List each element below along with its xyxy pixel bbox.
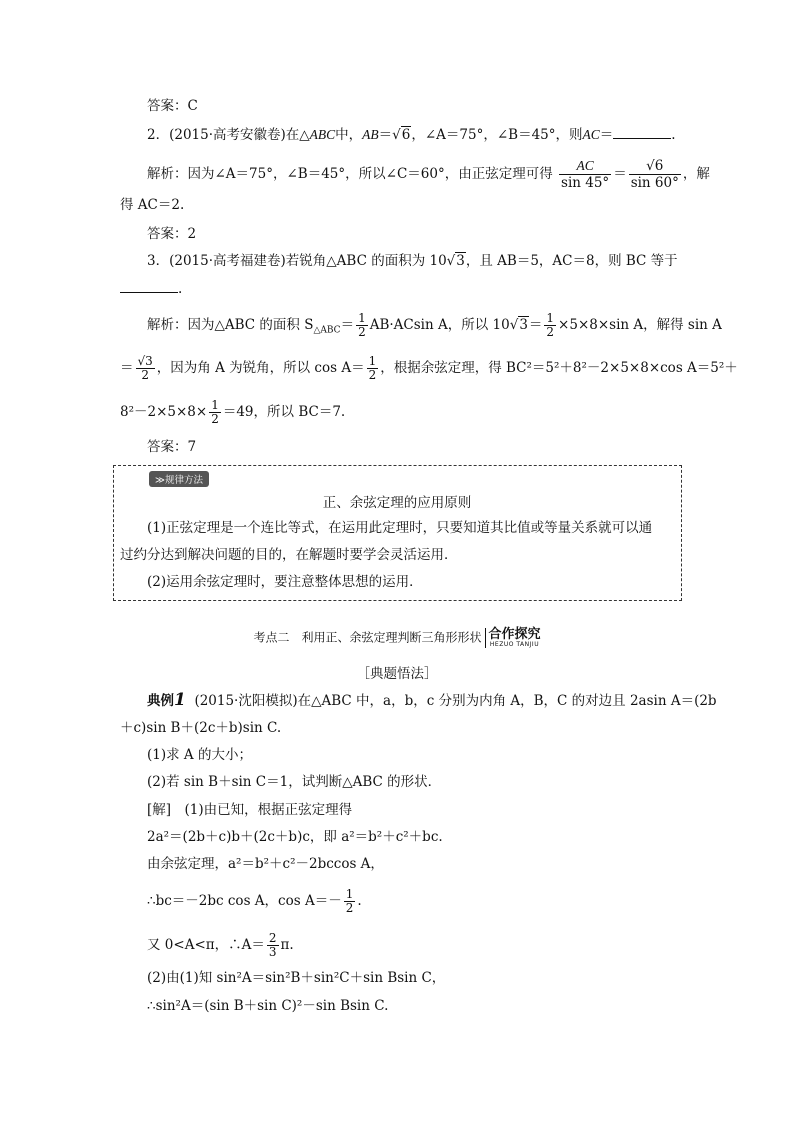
answer-blank [613, 124, 671, 139]
method-p1: (1)正弦定理是一个连比等式，在运用此定理时，只要知道其比值或等量关系就可以通 [147, 520, 653, 536]
solution-2-line2: 得 AC＝2. [120, 197, 185, 213]
answer-3: 答案：7 [147, 439, 197, 455]
fraction-sqrt6-sin60: $\frac{√6}{\sin 60^\circ}$ [630, 158, 679, 191]
example-q2: (2)若 sin B＋sin C＝1，试判断△ABC 的形状． [147, 774, 442, 790]
solution-step5: 又 0<A<π，∴A＝ $\frac{2}{3}$ π. [147, 931, 294, 959]
example-1: 典例1 (2015·沈阳模拟)在△ABC 中，a，b，c 分别为内角 A，B，C 的对边且 2asin A＝(2b [147, 690, 717, 710]
method-title: 正、余弦定理的应用原则 [322, 495, 472, 511]
solution-2: 解析：因为∠A＝75°，∠B＝45°，所以∠C＝60°，由正弦定理可得 $\frac{AC}{\sin 45^\circ}$ ＝ $\frac{√6}{\sin 60^\circ}$ ，解 [147, 158, 710, 191]
example-1-line2: ＋c)sin B＋(2c＋b)sin C. [120, 720, 282, 736]
solution-step7: ∴sin²A＝(sin B＋sin C)²－sin Bsin C. [147, 998, 389, 1014]
method-p3: (2)运用余弦定理时，要注意整体思想的运用． [147, 574, 423, 590]
solution-step1: [解] (1)由已知，根据正弦定理得 [147, 802, 353, 818]
answer-blank [120, 278, 178, 293]
method-p2: 过约分达到解决问题的目的，在解题时要学会灵活运用． [120, 547, 458, 563]
solution-3: 解析：因为△ABC 的面积 $S_{\triangle ABC}=$ $\frac{1}{2}$ AB·ACsin A，所以 10√3＝ $\frac{1}{2}$ ×5×8×sin A，解得 sin A [147, 311, 722, 339]
question-2: 2．(2015·高考安徽卷)在△ABC中，AB＝√6，∠A＝75°，∠B＝45°，则AC＝ . [147, 124, 676, 145]
question-3: 3．(2015·高考福建卷)若锐角△ABC 的面积为 10√3，且 AB＝5，AC＝8，则 BC 等于 [147, 253, 678, 269]
solution-step3: 由余弦定理，a²＝b²＋c²－2bccos A， [147, 856, 384, 872]
section-heading: 考点二 利用正、余弦定理判断三角形形状 合作探究 HEZUO TANJIU [253, 627, 541, 648]
solution-3-line3: 8²－2×5×8× $\frac{1}{2}$ ＝49，所以 BC＝7. [120, 398, 346, 426]
sub-heading: ［典题悟法］ [356, 666, 438, 682]
cooperative-badge: 合作探究 HEZUO TANJIU [485, 628, 541, 648]
solution-step6: (2)由(1)知 sin²A＝sin²B＋sin²C＋sin Bsin C， [147, 970, 446, 986]
example-q1: (1)求 A 的大小； [147, 747, 252, 763]
solution-3-line2: ＝ $\frac{√3}{2}$ ，因为角 A 为锐角，所以 cos A＝ $\frac{1}{2}$ ，根据余弦定理，得 BC²＝5²＋8²－2×5×8×cos A＝5²＋ [120, 354, 738, 382]
solution-step2: 2a²＝(2b＋c)b＋(2c＋b)c，即 a²＝b²＋c²＋bc. [147, 829, 443, 845]
solution-step4: ∴bc＝－2bc cos A，cos A＝－ $\frac{1}{2}$ . [147, 887, 362, 915]
method-tag: ≫规律方法 [149, 471, 209, 487]
question-3-line2: . [120, 278, 182, 299]
answer-1: 答案：C [147, 98, 198, 114]
answer-2: 答案：2 [147, 226, 197, 242]
sqrt-6: √6 [392, 127, 411, 143]
fraction-ac-sin45: $\frac{AC}{\sin 45^\circ}$ [561, 158, 610, 191]
